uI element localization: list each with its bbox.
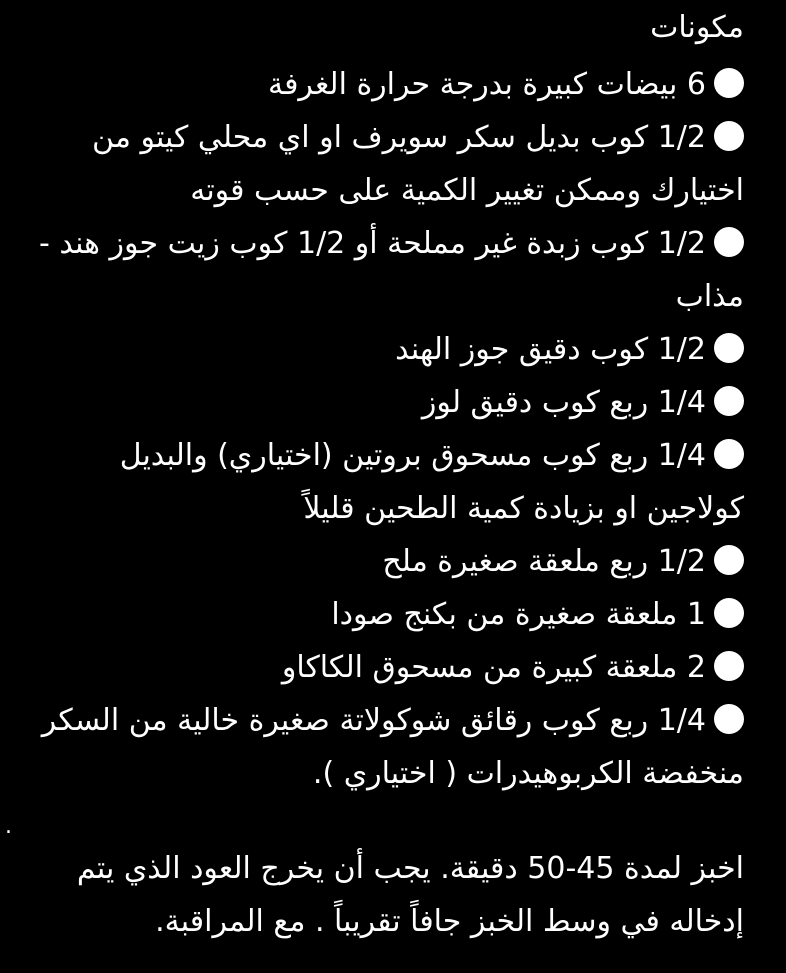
ingredient-text: 1/2 ربع ملعقة صغيرة ملح [382, 544, 706, 579]
ingredients-list [39, 58, 744, 800]
bullet-icon [714, 651, 744, 681]
ingredient-item [39, 323, 744, 376]
bullet-icon [714, 545, 744, 575]
separator-dot: . [5, 814, 12, 839]
ingredient-item [39, 588, 744, 641]
ingredients-heading: مكونات [650, 10, 744, 45]
ingredient-text: 1/4 ربع كوب دقيق لوز [421, 385, 706, 420]
ingredient-text: 1/2 كوب زبدة غير مملحة أو 1/2 كوب زيت جوز هند - مذاب [39, 226, 744, 314]
ingredient-item [39, 217, 744, 323]
ingredient-item [39, 58, 744, 111]
bullet-icon [714, 68, 744, 98]
bullet-icon [714, 439, 744, 469]
bullet-icon [714, 121, 744, 151]
ingredient-text: 2 ملعقة كبيرة من مسحوق الكاكاو [281, 650, 706, 685]
ingredient-text: 1 ملعقة صغيرة من بكنج صودا [331, 597, 706, 632]
ingredient-item [39, 429, 744, 535]
bullet-icon [714, 386, 744, 416]
bullet-icon [714, 598, 744, 628]
bullet-icon [714, 333, 744, 363]
bullet-icon [714, 227, 744, 257]
ingredient-item [39, 111, 744, 217]
bullet-icon [714, 704, 744, 734]
ingredient-text: 1/4 ربع كوب رقائق شوكولاتة صغيرة خالية من السكر منخفضة الكربوهيدرات ( اختياري ). [41, 703, 744, 791]
ingredient-text: 6 بيضات كبيرة بدرجة حرارة الغرفة [267, 67, 706, 102]
ingredient-item [39, 535, 744, 588]
ingredient-text: 1/4 ربع كوب مسحوق بروتين (اختياري) والبديل كولاجين او بزيادة كمية الطحين قليلاً [119, 438, 744, 526]
ingredient-text: 1/2 كوب بديل سكر سويرف او اي محلي كيتو من اختيارك وممكن تغيير الكمية على حسب قوته [92, 120, 744, 208]
ingredient-item [39, 694, 744, 800]
ingredient-text: 1/2 كوب دقيق جوز الهند [395, 332, 706, 367]
ingredient-item [39, 376, 744, 429]
ingredient-item [39, 641, 744, 694]
baking-instruction: اخبز لمدة 45-50 دقيقة. يجب أن يخرج العود الذي يتم إدخاله في وسط الخبز جافاً تقريباً . مع المراقبة. [76, 851, 744, 939]
